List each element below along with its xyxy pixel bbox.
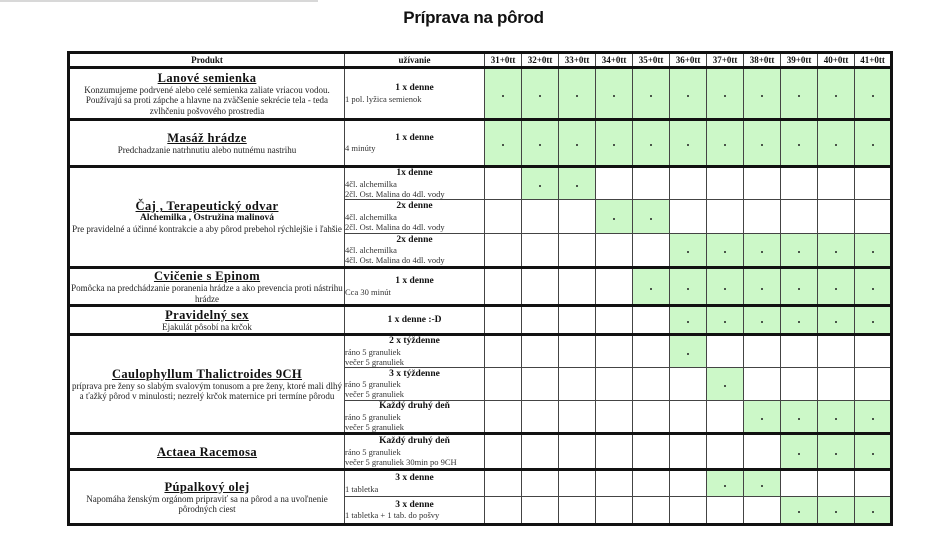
column-header-week: 36+0tt [670,53,707,68]
product-name: Actaea Racemosa [156,444,258,459]
usage-dose: 2čl. Ost. Malina do 4dl. vody [345,221,445,232]
week-cell-active [707,368,744,401]
week-cell-empty [818,470,855,497]
active-dot-icon [872,511,874,513]
week-cell-empty [744,200,781,234]
week-cell-empty [670,497,707,525]
week-cell-empty [818,167,855,200]
week-cell-active [633,200,670,234]
week-cell-empty [559,401,596,434]
product-description: Napomáha ženským orgánom pripraviť sa na pôrod a na uvoľnenie pôrodných ciest [86,493,328,514]
usage-frequency: 2x denne [396,234,433,245]
week-cell-empty [633,497,670,525]
week-cell-active [707,120,744,167]
week-cell-empty [522,434,559,470]
week-cell-active [707,234,744,268]
active-dot-icon [576,185,578,187]
column-header-week: 40+0tt [818,53,855,68]
active-dot-icon [687,321,689,323]
active-dot-icon [761,288,763,290]
week-cell-empty [596,234,633,268]
week-cell-empty [559,234,596,268]
usage-dose: 4čl. alchemilka [345,211,397,222]
week-cell-empty [670,200,707,234]
usage-dose: 1 tabletka [345,483,379,494]
header-row [69,53,892,68]
active-dot-icon [835,453,837,455]
usage-cell [345,68,485,120]
schedule-row [69,434,892,470]
usage-frequency: 1 x denne :-D [387,314,442,325]
week-cell-empty [596,268,633,306]
week-cell-active [855,68,892,120]
week-cell-empty [744,368,781,401]
week-cell-empty [781,200,818,234]
week-cell-active [670,335,707,368]
usage-frequency: 2 x týždenne [389,336,440,347]
active-dot-icon [724,95,726,97]
week-cell-active [707,470,744,497]
week-cell-active [707,268,744,306]
schedule-row [69,268,892,306]
week-cell-empty [744,497,781,525]
active-dot-icon [539,185,541,187]
week-cell-active [818,68,855,120]
week-cell-active [855,120,892,167]
schedule-row [69,306,892,335]
week-cell-active [855,434,892,470]
week-cell-active [744,268,781,306]
week-cell-active [633,120,670,167]
active-dot-icon [724,485,726,487]
week-cell-empty [670,401,707,434]
usage-dose: ráno 5 granuliek [345,346,401,357]
week-cell-active [744,234,781,268]
week-cell-empty [485,306,522,335]
active-dot-icon [835,418,837,420]
week-cell-empty [559,268,596,306]
product-description: Pomôcka na predchádzanie poranenia hrádze a ako prevencia proti nástrihu hrádze [71,283,343,304]
active-dot-icon [687,95,689,97]
week-cell-empty [596,335,633,368]
preparation-schedule-table [67,51,893,526]
active-dot-icon [613,218,615,220]
week-cell-active [781,497,818,525]
product-cell [69,306,345,335]
week-cell-active [744,68,781,120]
week-cell-active [670,68,707,120]
usage-frequency: 1x denne [396,168,433,179]
active-dot-icon [613,95,615,97]
schedule-row [69,68,892,120]
usage-frequency: 3 x týždenne [389,368,440,379]
week-cell-active [818,120,855,167]
week-cell-active [596,68,633,120]
week-cell-empty [744,335,781,368]
week-cell-empty [596,306,633,335]
week-cell-empty [522,368,559,401]
schedule-row [69,470,892,497]
usage-cell [345,335,485,368]
week-cell-active [781,268,818,306]
week-cell-active [596,200,633,234]
week-cell-empty [855,167,892,200]
week-cell-active [485,68,522,120]
active-dot-icon [613,144,615,146]
week-cell-active [818,497,855,525]
week-cell-active [559,68,596,120]
week-cell-active [818,234,855,268]
usage-dose: 1 tabletka + 1 tab. do pošvy [345,510,440,521]
week-cell-empty [522,268,559,306]
column-header-week: 38+0tt [744,53,781,68]
week-cell-empty [818,335,855,368]
week-cell-empty [744,167,781,200]
week-cell-empty [485,497,522,525]
week-cell-active [670,120,707,167]
page-title: Príprava na pôrod [403,8,544,27]
week-cell-active [744,120,781,167]
week-cell-empty [781,167,818,200]
week-cell-empty [559,368,596,401]
usage-frequency: Každý druhý deň [379,401,450,412]
week-cell-active [670,234,707,268]
week-cell-empty [855,200,892,234]
usage-dose: večer 5 granuliek 30min po 9CH [345,456,457,467]
column-header-usage: užívanie [345,53,485,68]
week-cell-empty [670,167,707,200]
week-cell-empty [522,401,559,434]
usage-dose: večer 5 granuliek [345,421,404,432]
week-cell-active [818,268,855,306]
week-cell-empty [522,497,559,525]
active-dot-icon [872,418,874,420]
product-name: Caulophyllum Thalictroides 9CH [111,366,303,381]
usage-dose: večer 5 granuliek [345,356,404,367]
product-name: Pravidelný sex [165,307,249,322]
usage-cell [345,268,485,306]
week-cell-active [855,306,892,335]
week-cell-active [670,268,707,306]
week-cell-empty [596,470,633,497]
week-cell-active [855,234,892,268]
week-cell-active [522,167,559,200]
week-cell-empty [633,335,670,368]
active-dot-icon [872,453,874,455]
usage-cell [345,434,485,470]
week-cell-empty [707,200,744,234]
usage-cell [345,470,485,497]
active-dot-icon [872,251,874,253]
active-dot-icon [502,144,504,146]
week-cell-empty [633,434,670,470]
active-dot-icon [835,288,837,290]
usage-dose: ráno 5 granuliek [345,411,401,422]
week-cell-empty [633,401,670,434]
week-cell-empty [707,497,744,525]
usage-cell [345,234,485,268]
week-cell-empty [670,368,707,401]
week-cell-empty [522,335,559,368]
active-dot-icon [798,95,800,97]
usage-frequency: 3 x denne [395,499,434,510]
week-cell-empty [818,200,855,234]
active-dot-icon [576,95,578,97]
week-cell-empty [855,470,892,497]
product-cell [69,470,345,525]
week-cell-empty [596,167,633,200]
column-header-product: Produkt [69,53,345,68]
product-name: Lanové semienka [157,70,257,85]
week-cell-empty [522,470,559,497]
active-dot-icon [761,144,763,146]
week-cell-empty [596,497,633,525]
week-cell-empty [818,368,855,401]
active-dot-icon [872,95,874,97]
active-dot-icon [650,218,652,220]
product-name: Cvičenie s Epinom [153,269,261,283]
active-dot-icon [872,144,874,146]
active-dot-icon [835,511,837,513]
week-cell-active [781,401,818,434]
week-cell-active [559,167,596,200]
product-description: príprava pre ženy so slabým svalovým tonusom a pre ženy, ktoré mali dlhý a ťažký pôrod v minulosti; nezrelý krčok maternice pri termíne pôrodu [71,380,343,401]
column-header-week: 35+0tt [633,53,670,68]
product-description: Konzumujeme podrvené alebo celé semienka zaliate vriacou vodou. Používajú sa proti zápche a hlavne na zväčšenie sekrécie tela - teda zvlhčeniu pošvového prostredia [84,84,330,116]
week-cell-empty [781,470,818,497]
product-cell [69,120,345,167]
active-dot-icon [650,288,652,290]
usage-frequency: 1 x denne [395,83,434,94]
column-header-week: 37+0tt [707,53,744,68]
active-dot-icon [835,251,837,253]
product-cell [69,167,345,268]
week-cell-active [707,68,744,120]
week-cell-active [670,306,707,335]
week-cell-empty [781,368,818,401]
week-cell-empty [559,434,596,470]
week-cell-active [744,401,781,434]
week-cell-empty [485,368,522,401]
product-cell [69,268,345,306]
week-cell-empty [485,268,522,306]
active-dot-icon [576,144,578,146]
week-cell-empty [559,470,596,497]
week-cell-empty [596,401,633,434]
active-dot-icon [724,251,726,253]
week-cell-empty [559,497,596,525]
active-dot-icon [835,144,837,146]
week-cell-empty [522,234,559,268]
week-cell-active [781,434,818,470]
week-cell-empty [485,470,522,497]
usage-dose: 4 minúty [345,143,376,154]
week-cell-empty [781,335,818,368]
week-cell-active [522,68,559,120]
column-header-week: 41+0tt [855,53,892,68]
week-cell-active [744,306,781,335]
active-dot-icon [724,385,726,387]
active-dot-icon [761,321,763,323]
week-cell-active [559,120,596,167]
week-cell-empty [522,200,559,234]
week-cell-empty [522,306,559,335]
week-cell-active [781,234,818,268]
week-cell-empty [707,434,744,470]
usage-cell [345,306,485,335]
usage-cell [345,368,485,401]
week-cell-empty [485,434,522,470]
product-name: Masáž hrádze [167,130,247,145]
active-dot-icon [761,418,763,420]
active-dot-icon [798,321,800,323]
product-description: Predchadzanie natrhnutiu alebo nutnému nastrihu [117,144,297,155]
active-dot-icon [687,288,689,290]
usage-dose: 2čl. Ost. Malina do 4dl. vody [345,188,445,199]
product-cell [69,434,345,470]
column-header-week: 33+0tt [559,53,596,68]
week-cell-active [855,497,892,525]
usage-frequency: Každý druhý deň [379,436,450,447]
week-cell-empty [485,200,522,234]
week-cell-active [781,120,818,167]
active-dot-icon [724,144,726,146]
week-cell-empty [707,335,744,368]
usage-frequency: 2x denne [396,201,433,212]
week-cell-active [855,268,892,306]
usage-cell [345,497,485,525]
column-header-week: 34+0tt [596,53,633,68]
usage-dose: 1 pol. lyžica semienok [345,93,422,104]
schedule-row [69,120,892,167]
product-description: Pre pravidelné a účinné kontrakcie a aby pôrod prebehol rýchlejšie i ľahšie [72,224,342,235]
active-dot-icon [761,251,763,253]
usage-cell [345,401,485,434]
usage-dose: ráno 5 granuliek [345,446,401,457]
week-cell-active [522,120,559,167]
active-dot-icon [502,95,504,97]
week-cell-empty [707,167,744,200]
active-dot-icon [872,288,874,290]
week-cell-empty [670,470,707,497]
week-cell-active [707,306,744,335]
active-dot-icon [539,144,541,146]
week-cell-active [781,68,818,120]
week-cell-empty [633,167,670,200]
active-dot-icon [687,144,689,146]
usage-frequency: 3 x denne [395,473,434,484]
usage-cell [345,167,485,200]
active-dot-icon [761,485,763,487]
schedule-row [69,335,892,368]
week-cell-empty [707,401,744,434]
week-cell-active [485,120,522,167]
usage-dose: Cca 30 minút [345,286,391,297]
week-cell-active [855,401,892,434]
week-cell-empty [855,335,892,368]
product-name: Púpalkový olej [164,479,250,494]
active-dot-icon [798,144,800,146]
week-cell-active [818,306,855,335]
week-cell-empty [485,401,522,434]
week-cell-empty [633,470,670,497]
active-dot-icon [798,251,800,253]
usage-dose: ráno 5 granuliek [345,379,401,390]
week-cell-empty [633,234,670,268]
usage-dose: 4čl. alchemilka [345,245,397,256]
week-cell-empty [670,434,707,470]
active-dot-icon [724,321,726,323]
product-cell [69,335,345,434]
week-cell-empty [485,234,522,268]
active-dot-icon [539,95,541,97]
active-dot-icon [835,95,837,97]
active-dot-icon [798,453,800,455]
week-cell-empty [855,368,892,401]
active-dot-icon [835,321,837,323]
usage-cell [345,200,485,234]
week-cell-active [633,268,670,306]
week-cell-empty [485,167,522,200]
usage-dose: 4čl. Ost. Malina do 4dl. vody [345,255,445,266]
active-dot-icon [798,511,800,513]
active-dot-icon [872,321,874,323]
week-cell-active [633,68,670,120]
week-cell-empty [559,200,596,234]
active-dot-icon [687,251,689,253]
column-header-week: 31+0tt [485,53,522,68]
week-cell-active [818,434,855,470]
product-cell [69,68,345,120]
product-description: Ejakulát pôsobí na krčok [162,321,252,332]
active-dot-icon [650,144,652,146]
week-cell-empty [596,434,633,470]
active-dot-icon [724,288,726,290]
week-cell-empty [633,368,670,401]
week-cell-empty [559,335,596,368]
usage-cell [345,120,485,167]
week-cell-active [744,470,781,497]
week-cell-active [818,401,855,434]
week-cell-empty [559,306,596,335]
product-subtitle: Alchemilka , Ostružina malinová [139,213,275,224]
week-cell-empty [596,368,633,401]
active-dot-icon [761,95,763,97]
active-dot-icon [798,418,800,420]
week-cell-active [781,306,818,335]
schedule-row [69,167,892,200]
usage-frequency: 1 x denne [395,132,434,143]
top-border-line [0,0,318,2]
usage-dose: večer 5 granuliek [345,389,404,400]
column-header-week: 32+0tt [522,53,559,68]
week-cell-empty [744,434,781,470]
column-header-week: 39+0tt [781,53,818,68]
usage-dose: 4čl. alchemilka [345,178,397,189]
week-cell-active [596,120,633,167]
active-dot-icon [687,353,689,355]
active-dot-icon [798,288,800,290]
usage-frequency: 1 x denne [395,276,434,287]
week-cell-empty [633,306,670,335]
product-name: Čaj , Terapeutický odvar [135,199,279,214]
week-cell-empty [485,335,522,368]
active-dot-icon [650,95,652,97]
